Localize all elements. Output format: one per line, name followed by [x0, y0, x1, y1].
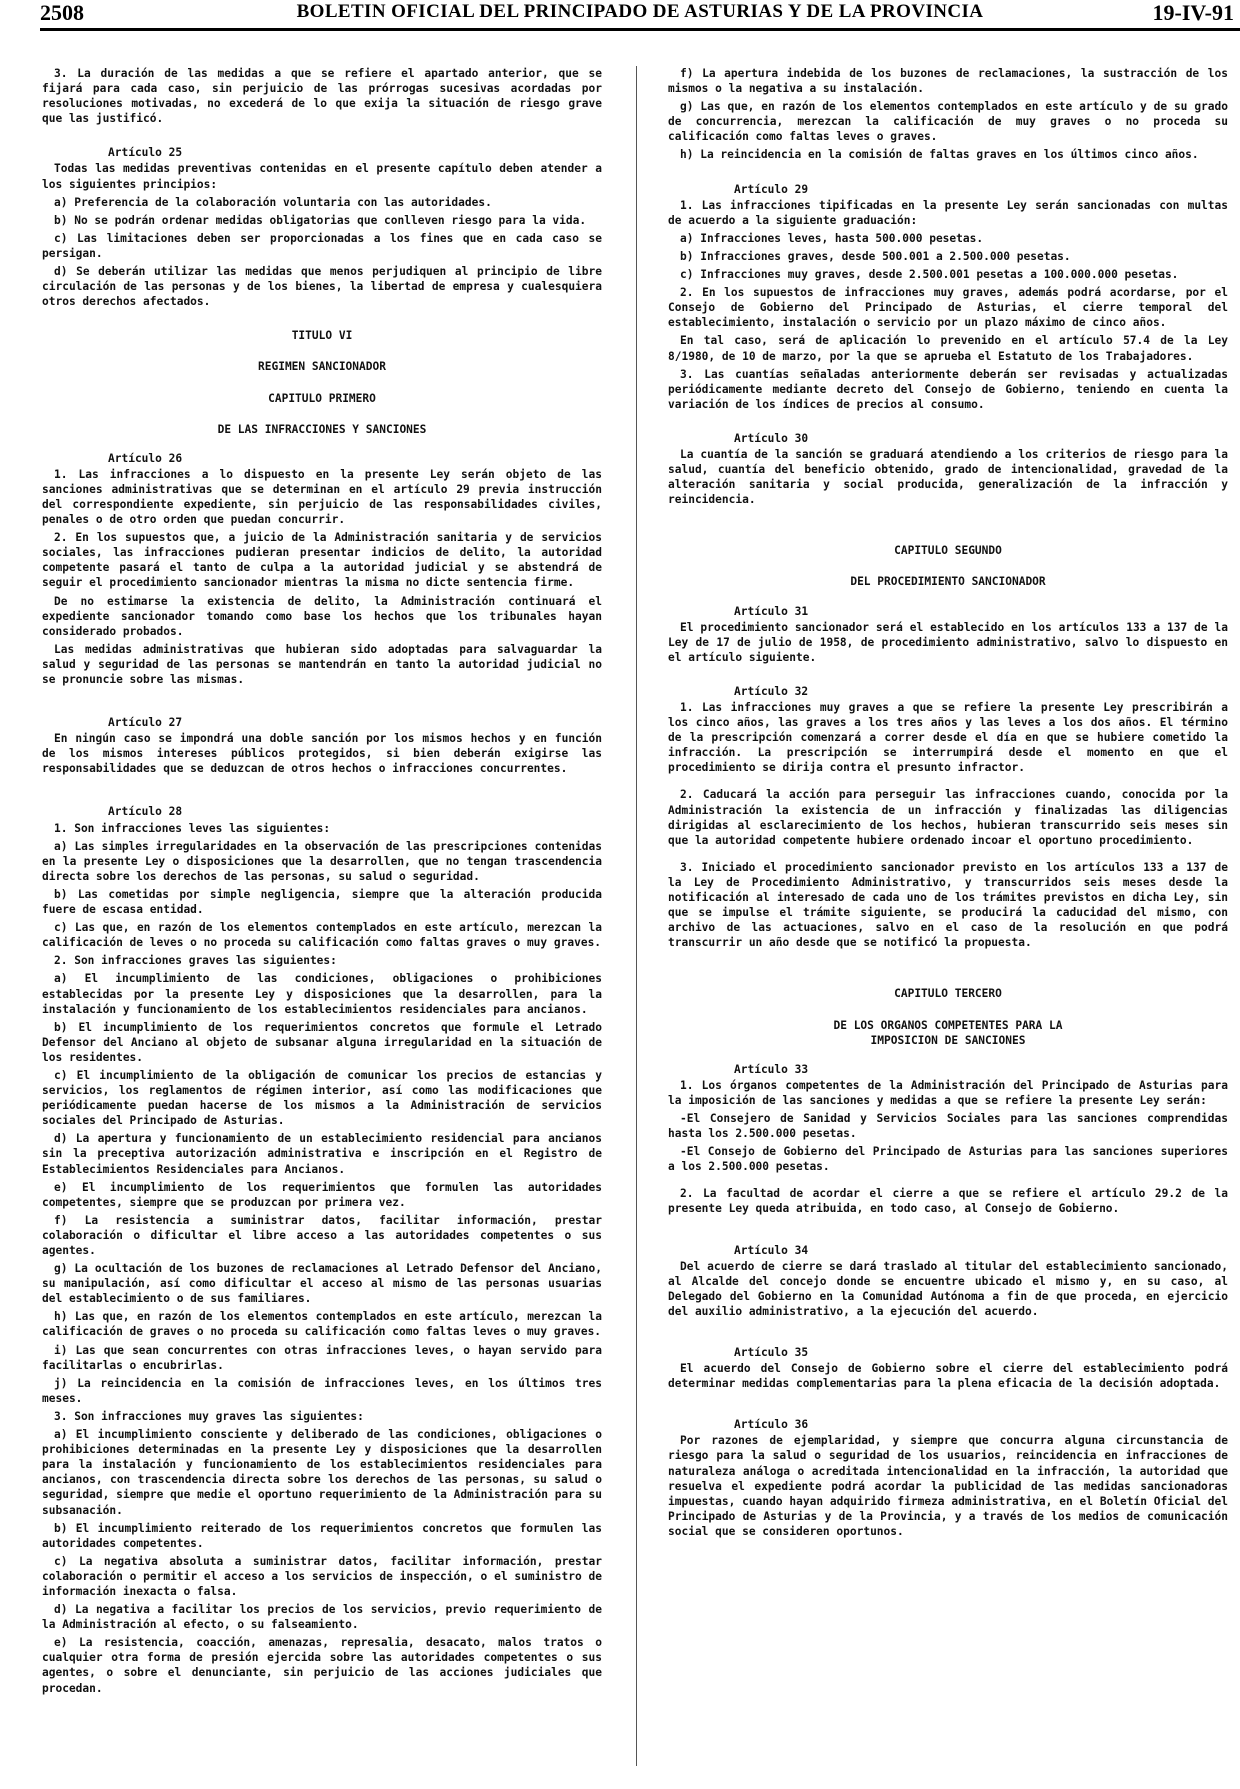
paragraph: 1. Son infracciones leves las siguientes:	[54, 821, 331, 835]
paragraph: h) La reincidencia en la comisión de faltas graves en los últimos cinco años.	[680, 148, 1199, 162]
paragraph: a) Preferencia de la colaboración voluntaria con las autoridades.	[54, 195, 492, 209]
article-title: Artículo 29	[734, 182, 809, 196]
paragraph: c) Las que, en razón de los elementos contemplados en este artículo, merezcan la calificación de leves o no proceda su calificación como faltas graves o muy graves.	[42, 921, 602, 950]
paragraph: i) Las que sean concurrentes con otras infracciones leves, o hayan servido para facilitarlas o encubrirlas.	[42, 1343, 602, 1372]
paragraph: 2. Son infracciones graves las siguientes:	[54, 954, 337, 968]
column-divider	[636, 66, 637, 1766]
paragraph: La cuantía de la sanción se graduará atendiendo a los criterios de riesgo para la salud, cuantía del beneficio obtenido, grado de intencionalidad, gravedad de la alteración sanitaria y social producida, generalización de la infracción y reincidencia.	[668, 447, 1228, 507]
paragraph: Del acuerdo de cierre se dará traslado al titular del establecimiento sancionado, al Alcalde del concejo donde se encuentre ubicado el mismo y, en su caso, al Delegado del Gobierno en la Comunidad Autónoma a fin de que proceda, en ejercicio del auxilio administrativo, a la ejecución del acuerdo.	[668, 1259, 1228, 1318]
paragraph: c) El incumplimiento de la obligación de comunicar los precios de estancias y servicios, los reglamentos de régimen interior, así como las modificaciones que periódicamente puedan hacerse de los mismos a la Administración de servicios sociales del Principado de Asturias.	[42, 1068, 602, 1128]
paragraph: 2. En los supuestos de infracciones muy graves, además podrá acordarse, por el Consejo de Gobierno del Principado de Asturias, el cierre temporal del establecimiento, instalación o servicio por un plazo máximo de cinco años.	[668, 286, 1228, 330]
paragraph: h) Las que, en razón de los elementos contemplados en este artículo, merezcan la calificación de graves o no proceda su calificación como faltas leves o muy graves.	[42, 1310, 602, 1339]
paragraph: d) La negativa a facilitar los precios de los servicios, previo requerimiento de la Administración al efecto, o su falseamiento.	[42, 1603, 602, 1632]
article-35	[668, 1345, 1228, 1391]
article-36	[668, 1417, 1228, 1539]
paragraph: b) Las cometidas por simple negligencia, siempre que la alteración producida fuere de escasa entidad.	[42, 887, 602, 917]
paragraph: a) El incumplimiento de las condiciones, obligaciones o prohibiciones establecidas por la presente Ley y disposiciones que la desarrollen, para la instalación y funcionamiento de los establecimientos residenciales para ancianos.	[42, 972, 602, 1016]
article-title: Artículo 35	[734, 1346, 809, 1359]
paragraph: 3. Son infracciones muy graves las siguientes:	[54, 1409, 364, 1423]
chapter-subheading: DE LAS INFRACCIONES Y SANCIONES	[217, 422, 427, 436]
article-title: Artículo 28	[108, 805, 183, 819]
paragraph: 1. Las infracciones tipificadas en la presente Ley serán sancionadas con multas de acuerdo a la siguiente graduación:	[668, 198, 1228, 227]
article-24-continuation	[42, 66, 602, 126]
article-27	[42, 715, 602, 776]
left-column	[42, 66, 602, 1715]
article-title: Artículo 34	[734, 1243, 809, 1257]
paragraph: g) La ocultación de los buzones de reclamaciones al Letrado Defensor del Anciano, su manipulación, así como dificultar el acceso al mismo de las personas usuarias del establecimiento o de sus familiares.	[42, 1262, 602, 1306]
paragraph: -El Consejo de Gobierno del Principado de Asturias para las sanciones superiores a los 2.500.000 pesetas.	[668, 1145, 1228, 1174]
article-30	[668, 431, 1228, 507]
article-title: Artículo 25	[108, 146, 183, 160]
paragraph: a) El incumplimiento consciente y deliberado de las condiciones, obligaciones o prohibiciones determinadas en la presente Ley y disposiciones que la desarrollen para la instalación y funcionamiento de los establecimientos residenciales para ancianos, con trascendencia directa sobre los derechos de las personas, su salud o seguridad, siempre que medie el oportuno requerimiento de la Administración para su subsanación.	[42, 1428, 602, 1517]
chapter-subheading: DE LOS ORGANOS COMPETENTES PARA LA	[833, 1018, 1063, 1032]
chapter-heading: CAPITULO SEGUNDO	[894, 544, 1002, 558]
paragraph: c) Infracciones muy graves, desde 2.500.001 pesetas a 100.000.000 pesetas.	[680, 268, 1179, 282]
chapter-subheading: IMPOSICION DE SANCIONES	[870, 1033, 1026, 1047]
paragraph: 3. La duración de las medidas a que se refiere el apartado anterior, que se fijará para cada caso, sin perjuicio de las prórrogas sucesivas acordadas por resoluciones motivadas, no excederá de lo que exija la situación de riesgo grave que las justificó.	[42, 67, 602, 126]
paragraph: f) La apertura indebida de los buzones de reclamaciones, la sustracción de los mismos o la negativa a su instalación.	[668, 67, 1228, 96]
paragraph: d) La apertura y funcionamiento de un establecimiento residencial para ancianos sin la preceptiva autorización administrativa e inscripción en el Registro de Establecimientos Residenciales para Ancianos.	[42, 1132, 602, 1176]
paragraph: e) La resistencia, coacción, amenazas, represalia, desacato, malos tratos o cualquier otra forma de presión ejercida sobre las autoridades competentes o sus agentes, o sobre el denunciante, sin perjuicio de las acciones judiciales que procedan.	[42, 1636, 602, 1695]
right-column	[668, 66, 1228, 1558]
chapter-heading: CAPITULO PRIMERO	[268, 391, 376, 405]
paragraph: 1. Las infracciones a lo dispuesto en la presente Ley serán objeto de las sanciones administrativas que se determinan en el artículo 29 previa instrucción del correspondiente expediente, sin perjuicio de las responsabilidades civiles, penales o de otro orden que puedan concurrir.	[42, 467, 602, 527]
paragraph: c) Las limitaciones deben ser proporcionadas a los fines que en cada caso se persigan.	[42, 231, 602, 260]
paragraph: 3. Iniciado el procedimiento sancionador previsto en los artículos 133 a 137 de la Ley de Procedimiento Administrativo, y transcurridos seis meses desde la notificación al interesado de cada uno de los trámites previstos en dicha Ley, sin que se impulse el trámite siguiente, se producirá la caducidad del mismo, con archivo de las actuaciones, salvo en el caso de la resolución en que podrá transcurrir un año desde que se notificó la propuesta.	[668, 860, 1228, 950]
paragraph: b) No se podrán ordenar medidas obligatorias que conlleven riesgo para la vida.	[54, 213, 587, 227]
article-title: Artículo 26	[108, 451, 183, 465]
paragraph: 2. La facultad de acordar el cierre a que se refiere el artículo 29.2 de la presente Ley queda atribuida, en todo caso, al Consejo de Gobierno.	[668, 1187, 1228, 1216]
paragraph: b) El incumplimiento de los requerimientos concretos que formule el Letrado Defensor del Anciano al objeto de subsanar alguna irregularidad en la situación de los residentes.	[42, 1020, 602, 1064]
article-title: Artículo 32	[734, 684, 809, 698]
paragraph: b) Infracciones graves, desde 500.001 a 2.500.000 pesetas.	[680, 249, 1071, 263]
article-29	[668, 182, 1228, 412]
paragraph: El procedimiento sancionador será el establecido en los artículos 133 a 137 de la Ley de 17 de julio de 1958, de procedimiento administrativo, salvo lo dispuesto en el artículo siguiente.	[668, 620, 1228, 664]
paragraph: 2. Caducará la acción para perseguir las infracciones cuando, conocida por la Administración la existencia de un infracción y finalizadas las diligencias dirigidas al esclarecimiento de los hechos, hubieran transcurrido seis meses sin que la autoridad competente hubiere ordenado incoar el oportuno procedimiento.	[668, 788, 1228, 847]
article-title: Artículo 33	[734, 1062, 809, 1076]
paragraph: El acuerdo del Consejo de Gobierno sobre el cierre del establecimiento podrá determinar medidas complementarias para la plena eficacia de la decisión adoptada.	[668, 1362, 1228, 1391]
paragraph: -El Consejero de Sanidad y Servicios Sociales para las sanciones comprendidas hasta los 2.500.000 pesetas.	[668, 1111, 1228, 1141]
article-title: Artículo 36	[734, 1418, 809, 1432]
paragraph: d) Se deberán utilizar las medidas que menos perjudiquen al principio de libre circulación de las personas y de los bienes, la libertad de empresa y cualesquiera otros derechos afectados.	[42, 265, 602, 309]
article-34	[668, 1243, 1228, 1319]
paragraph: a) Infracciones leves, hasta 500.000 pesetas.	[680, 231, 984, 245]
article-title: Artículo 31	[734, 604, 809, 618]
paragraph: En tal caso, será de aplicación lo prevenido en el artículo 57.4 de la Ley 8/1980, de 10 de marzo, por la que se aprueba el Estatuto de los Trabajadores.	[668, 334, 1228, 363]
paragraph: 3. Las cuantías señaladas anteriormente deberán ser revisadas y actualizadas periódicamente mediante decreto del Consejo de Gobierno, teniendo en cuenta la variación de los índices de precios al consumo.	[668, 367, 1228, 411]
article-26	[42, 451, 602, 687]
section-heading: REGIMEN SANCIONADOR	[258, 360, 386, 374]
paragraph: 2. En los supuestos que, a juicio de la Administración sanitaria y de servicios sociales, las infracciones pudieran presentar indicios de delito, la autoridad competente pasará el tanto de culpa a la autoridad judicial y se abstendrá de seguir el procedimiento sancionador mientras la misma no dicte sentencia firme.	[42, 531, 602, 590]
section-heading: TITULO VI	[291, 329, 353, 343]
chapter-subheading: DEL PROCEDIMIENTO SANCIONADOR	[850, 575, 1046, 589]
paragraph: f) La resistencia a suministrar datos, facilitar información, prestar colaboración o dificultar el libre acceso a las autoridades competentes o sus agentes.	[42, 1213, 602, 1257]
chapter-heading: CAPITULO TERCERO	[894, 987, 1002, 1001]
paragraph: j) La reincidencia en la comisión de infracciones leves, en los últimos tres meses.	[42, 1376, 602, 1405]
article-title: Artículo 30	[734, 431, 809, 445]
article-title: Artículo 27	[108, 716, 183, 730]
paragraph: Las medidas administrativas que hubieran sido adoptadas para salvaguardar la salud y seguridad de las personas se mantendrán en tanto la autoridad judicial no se pronuncie sobre las mismas.	[42, 642, 602, 686]
paragraph: a) Las simples irregularidades en la observación de las prescripciones contenidas en la presente Ley o disposiciones que la desarrollen, que no tengan trascendencia directa sobre los derechos de las personas, su salud o seguridad.	[42, 839, 602, 883]
paragraph: En ningún caso se impondrá una doble sanción por los mismos hechos y en función de los mismos intereses públicos protegidos, si bien deberán exigirse las responsabilidades que se deduzcan de otros hechos o infracciones concurrentes.	[42, 732, 602, 776]
article-28	[42, 804, 602, 1695]
paragraph: 1. Los órganos competentes de la Administración del Principado de Asturias para la imposición de las sanciones y medidas a que se refiere la presente Ley serán:	[668, 1078, 1228, 1107]
paragraph: Todas las medidas preventivas contenidas en el presente capítulo deben atender a los siguientes principios:	[42, 162, 602, 191]
article-32	[668, 684, 1228, 951]
bulletin-title: BOLETIN OFICIAL DEL PRINCIPADO DE ASTURIAS Y DE LA PROVINCIA	[296, 1, 984, 22]
paragraph: c) La negativa absoluta a suministrar datos, facilitar información, prestar colaboración o permitir el acceso a los servicios de inspección, o el suministro de información inexacta o falsa.	[42, 1554, 602, 1598]
paragraph: b) El incumplimiento reiterado de los requerimientos concretos que formulen las autoridades competentes.	[42, 1521, 602, 1550]
paragraph: g) Las que, en razón de los elementos contemplados en este artículo y de su grado de concurrencia, merezcan la calificación de muy graves o no proceda su calificación como faltas leves o graves.	[668, 100, 1228, 144]
article-25	[42, 145, 602, 309]
article-28-continuation	[668, 66, 1228, 163]
paragraph: De no estimarse la existencia de delito, la Administración continuará el expediente sancionador tomando como base los hechos que los tribunales hayan considerado probados.	[42, 594, 602, 638]
page-header	[40, 0, 1240, 31]
paragraph: 1. Las infracciones muy graves a que se refiere la presente Ley prescribirán a los cinco años, las graves a los tres años y las leves a los dos años. El término de la prescripción comenzará a correr desde el día en que se hubiere cometido la infracción. La prescripción se interrumpirá desde el momento en que el procedimiento se dirija contra el presunto infractor.	[668, 701, 1228, 775]
article-31	[668, 604, 1228, 665]
paragraph: e) El incumplimiento de los requerimientos que formulen las autoridades competentes, siempre que se produzcan por primera vez.	[42, 1180, 602, 1209]
page-number: 2508	[40, 0, 84, 25]
article-33	[668, 1062, 1228, 1217]
issue-date: 19-IV-91	[1152, 0, 1234, 25]
paragraph: Por razones de ejemplaridad, y siempre que concurra alguna circunstancia de riesgo para la salud o seguridad de los usuarios, reincidencia en infracciones de naturaleza análoga o acreditada intencionalidad en la infracción, la autoridad que resuelva el expediente podrá acordar la publicidad de las medidas sancionadoras impuestas, cuando hayan adquirido firmeza administrativa, en el Boletín Oficial del Principado de Asturias y de la Provincia, y a través de los medios de comunicación social que se consideren oportunos.	[668, 1434, 1228, 1538]
